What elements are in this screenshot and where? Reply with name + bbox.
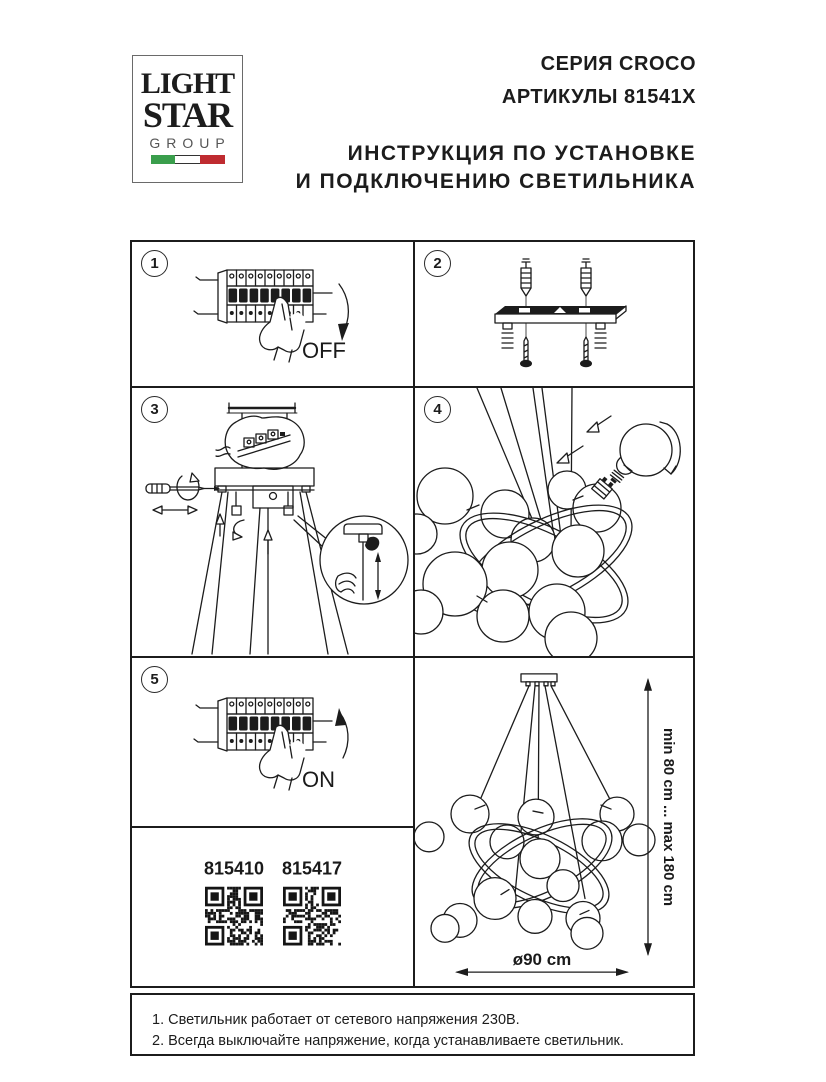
qr-panel	[132, 828, 415, 986]
article-number-815417: 815417	[281, 858, 343, 879]
step-4-illustration	[415, 388, 693, 656]
arrow-down-icon	[338, 284, 349, 341]
step-3-number-badge: 3	[141, 396, 168, 423]
ceiling-plate-icon	[521, 674, 557, 686]
brand-word-star: STAR	[142, 95, 233, 135]
step-4-number-badge: 4	[424, 396, 451, 423]
step-4-panel	[415, 388, 693, 658]
flag-green-stripe	[151, 155, 176, 164]
arrow-up-icon	[335, 708, 348, 758]
instruction-title	[296, 140, 696, 196]
qr-code-icon	[205, 887, 263, 946]
circuit-breaker-icon	[194, 270, 332, 323]
height-dimension-arrow	[644, 678, 652, 956]
step-3-illustration	[132, 388, 413, 656]
circuit-breaker-icon	[194, 698, 332, 751]
articles-title: АРТИКУЛЫ 81541X	[501, 86, 696, 108]
series-title: СЕРИЯ CROCO	[540, 53, 696, 75]
flag-red-stripe	[200, 155, 225, 164]
arrow-up-icon	[264, 530, 272, 554]
wall-anchor-icon	[581, 259, 591, 296]
canopy-icon	[215, 468, 314, 508]
height-range-label: min 80 cm ... max 180 cm	[659, 728, 678, 907]
step-3-panel	[132, 388, 415, 658]
step-1-panel	[132, 242, 415, 388]
off-label: OFF	[302, 338, 346, 363]
flag-white-stripe	[175, 155, 200, 164]
steps-grid	[130, 240, 695, 988]
cord-stopper-icon	[232, 492, 293, 515]
footer-note-1: 1. Светильник работает от сетевого напряжения 230В.	[152, 1012, 520, 1028]
on-label: ON	[302, 767, 335, 792]
pointing-hand-icon	[260, 297, 306, 362]
screw-icon	[580, 337, 592, 367]
glass-sphere-icon	[415, 525, 604, 656]
step-1-number-badge: 1	[141, 250, 168, 277]
mounting-bar-icon	[495, 306, 626, 323]
diameter-dimension-arrow	[455, 968, 629, 976]
article-number-815410: 815410	[203, 858, 265, 879]
brand-word-light: LIGHT	[140, 67, 235, 100]
instruction-title-line2: И ПОДКЛЮЧЕНИЮ СВЕТИЛЬНИКА	[295, 170, 696, 193]
wiring-detail-bubble	[216, 416, 304, 469]
dimensions-illustration	[415, 658, 693, 986]
step-1-illustration	[132, 242, 413, 386]
step-5-number-badge: 5	[141, 666, 168, 693]
spring-foot-icon	[595, 323, 606, 348]
insert-arrow-icon	[557, 446, 583, 463]
step-2-panel	[415, 242, 693, 388]
diameter-label: ø90 cm	[512, 950, 572, 970]
instruction-title-line1: ИНСТРУКЦИЯ ПО УСТАНОВКЕ	[347, 142, 696, 165]
step-2-illustration	[415, 242, 693, 386]
pointing-hand-icon	[260, 725, 306, 790]
step-5-panel	[132, 658, 415, 828]
step-2-number-badge: 2	[424, 250, 451, 277]
insert-arrow-icon	[587, 416, 611, 432]
qr-code-icon	[283, 887, 341, 946]
spring-foot-icon	[502, 323, 513, 348]
screwdriver-icon	[146, 484, 214, 493]
slide-arrow-icon	[153, 506, 197, 514]
twist-arrow-head	[233, 532, 242, 540]
footer-notes	[130, 993, 695, 1056]
italian-flag-icon	[151, 155, 225, 164]
step-5-illustration	[132, 658, 413, 826]
header-titles	[296, 53, 696, 196]
dimensions-panel	[415, 658, 693, 986]
wall-anchor-icon	[521, 259, 531, 296]
brand-logo	[132, 55, 243, 183]
footer-note-2: 2. Всегда выключайте напряжение, когда устанавливаете светильник.	[152, 1033, 624, 1049]
screw-icon	[520, 337, 532, 367]
brand-word-group: GROUP	[149, 135, 231, 151]
qr-illustration	[132, 828, 413, 986]
